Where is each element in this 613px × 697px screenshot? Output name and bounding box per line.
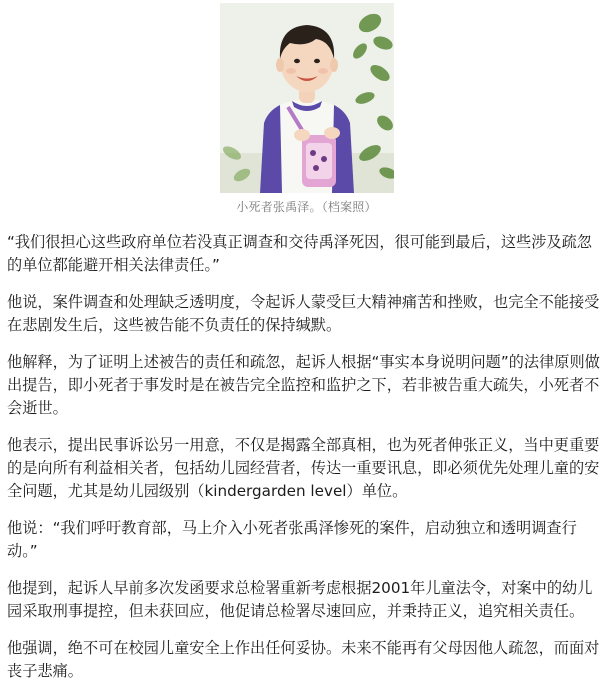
right-eye bbox=[314, 59, 320, 63]
right-hand bbox=[324, 127, 340, 139]
paragraph-quote-concern: “我们很担心这些政府单位若没真正调查和交待禹泽死因，很可能到最后，这些涉及疏忽的单位都能避开相关法律责任。” bbox=[7, 233, 592, 274]
left-ear bbox=[276, 58, 284, 72]
paragraph-transparency: 他说，案件调查和处理缺乏透明度，令起诉人蒙受巨大精神痛苦和挫败，也完全不能接受在悲剧发生后，这些被告能不负责任的保持缄默。 bbox=[7, 293, 600, 334]
left-cheek bbox=[286, 68, 296, 74]
paragraph-ministry-appeal: 他说：“我们呼吁教育部，马上介入小死者张禹泽惨死的案件，启动独立和透明调查行动。” bbox=[7, 519, 577, 560]
right-cheek bbox=[318, 68, 328, 74]
news-figure bbox=[220, 3, 394, 215]
left-eye bbox=[294, 59, 300, 63]
bottle-dot-1 bbox=[310, 150, 316, 156]
left-hand bbox=[294, 129, 310, 141]
bottle-dot-3 bbox=[313, 165, 319, 171]
paragraph-legal-principle: 他解释，为了证明上述被告的责任和疏忽，起诉人根据“事实本身说明问题”的法律原则做出提告，即小死者于事发时是在被告完全监控和监护之下，若非被告重大疏失，小死者不会逝世。 bbox=[7, 353, 600, 417]
child-portrait-photo bbox=[220, 3, 394, 193]
article-body bbox=[7, 231, 607, 697]
bottle-label bbox=[306, 143, 332, 179]
right-ear bbox=[330, 58, 338, 72]
paragraph-safety: 他强调，绝不可在校园儿童安全上作出任何妥协。未来不能再有父母因他人疏忽，而面对丧子悲痛。 bbox=[7, 639, 600, 680]
photo-caption: 小死者张禹泽。（档案照） bbox=[236, 200, 377, 214]
paragraph-civil-suit: 他表示，提出民事诉讼另一用意，不仅是揭露全部真相，也为死者伸张正义，当中更重要的是向所有利益相关者，包括幼儿园经营者，传达一重要讯息，即必须优先处理儿童的安全问题，尤其是幼儿园级别（kindergarden level）单位。 bbox=[7, 436, 600, 500]
paragraph-prosecution: 他提到，起诉人早前多次发函要求总检署重新考虑根据2001年儿童法令，对案中的幼儿园采取刑事提控，但未获回应，他促请总检署尽速回应，并秉持正义，追究相关责任。 bbox=[7, 579, 593, 620]
child-photo-illustration bbox=[220, 3, 394, 193]
bottle-dot-2 bbox=[321, 156, 327, 162]
